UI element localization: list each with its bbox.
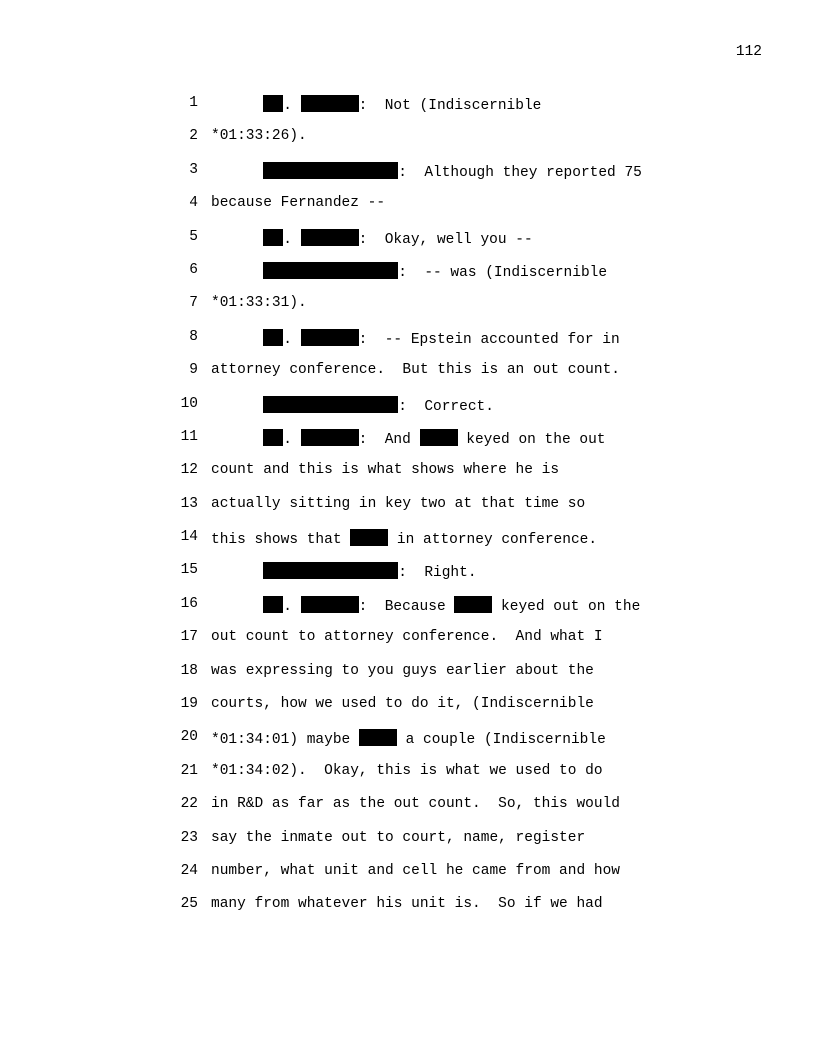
line-text: [211, 195, 385, 211]
line-text: [211, 162, 642, 181]
line-text-segment: *01:34:01) maybe: [211, 732, 359, 749]
line-text: [211, 830, 585, 846]
redaction-box: [301, 95, 359, 112]
transcript-line: [0, 529, 816, 562]
transcript-line: [0, 696, 816, 729]
transcript-line: [0, 396, 816, 429]
line-text-segment: courts, how we used to do it, (Indiscernible: [211, 696, 594, 713]
redaction-box: [454, 596, 492, 613]
line-number: 20: [180, 729, 198, 746]
line-text-segment: this shows that: [211, 532, 351, 549]
redaction-box: [263, 429, 283, 446]
transcript-line: [0, 830, 816, 863]
transcript-line: [0, 663, 816, 696]
line-text: . : And keyed on the out: [211, 429, 605, 448]
redaction-box: [263, 596, 283, 613]
line-number: 4: [189, 195, 198, 212]
redaction-box: [301, 429, 359, 446]
line-number: 21: [180, 762, 198, 779]
line-number: 14: [180, 529, 198, 546]
line-text-segment: count and this is what shows where he is: [211, 462, 560, 479]
line-number: 19: [180, 696, 198, 713]
transcript-line: [0, 763, 816, 796]
line-text: . : Okay, well you --: [211, 229, 533, 248]
transcript-line: [0, 429, 816, 462]
line-text-segment: : Although they reported 75: [398, 164, 642, 181]
line-text: [211, 629, 603, 645]
line-number: 24: [180, 862, 198, 879]
redaction-box: [301, 229, 359, 246]
line-number: 18: [180, 662, 198, 679]
transcript-line: [0, 629, 816, 662]
line-text-segment: number, what unit and cell he came from and how: [211, 862, 620, 879]
line-number: 23: [180, 829, 198, 846]
transcript-line: [0, 462, 816, 495]
redaction-box: [420, 429, 458, 446]
line-text-segment: : -- was (Indiscernible: [398, 264, 608, 281]
transcript-body: [0, 95, 816, 930]
line-number: 13: [180, 495, 198, 512]
transcript-line: [0, 562, 816, 595]
redaction-box: [263, 329, 283, 346]
line-number: 16: [180, 595, 198, 612]
line-number: 7: [189, 295, 198, 312]
redaction-box: [263, 229, 283, 246]
transcript-line: [0, 295, 816, 328]
line-text-segment: in attorney conference.: [388, 532, 598, 549]
transcript-line: [0, 729, 816, 762]
line-number: 17: [180, 629, 198, 646]
line-text-segment: because Fernandez --: [211, 195, 386, 212]
line-text-segment: *01:33:26).: [211, 128, 307, 145]
transcript-line: [0, 863, 816, 896]
line-text: [211, 262, 607, 281]
line-text-segment: *01:34:02). Okay, this is what we used to do: [211, 762, 603, 779]
line-text-segment: a couple (Indiscernible: [396, 732, 606, 749]
redaction-box: [263, 262, 398, 279]
redaction-box: [301, 596, 359, 613]
line-number: 22: [180, 796, 198, 813]
page-number: 112: [735, 44, 762, 60]
line-text: . : Because keyed out on the: [211, 596, 640, 615]
line-text-segment: many from whatever his unit is. So if we had: [211, 896, 603, 913]
redaction-box: [263, 562, 398, 579]
line-text: [211, 863, 620, 879]
transcript-line: [0, 362, 816, 395]
line-text: [211, 896, 603, 912]
line-text-segment: attorney conference. But this is an out count.: [211, 362, 620, 379]
line-text-segment: was expressing to you guys earlier about the: [211, 662, 594, 679]
line-text: [211, 496, 585, 512]
line-number: 15: [180, 562, 198, 579]
line-number: 6: [189, 261, 198, 278]
line-number: 2: [189, 128, 198, 145]
redaction-box: [263, 95, 283, 112]
line-number: 5: [189, 228, 198, 245]
line-text-segment: : Okay, well you --: [358, 231, 533, 248]
line-text: [211, 529, 597, 548]
line-text: . : -- Epstein accounted for in: [211, 329, 620, 348]
line-text-segment: keyed on the out: [457, 431, 606, 448]
line-text: [211, 696, 594, 712]
line-number: 11: [180, 428, 198, 445]
line-number: 8: [189, 328, 198, 345]
transcript-line: [0, 229, 816, 262]
line-text: [211, 396, 494, 415]
line-text-segment: out count to attorney conference. And what I: [211, 629, 603, 646]
line-text-segment: in R&D as far as the out count. So, this would: [211, 796, 620, 813]
line-text: [211, 796, 620, 812]
transcript-line: [0, 329, 816, 362]
line-text: [211, 763, 603, 779]
line-text: [211, 295, 307, 311]
redaction-box: [350, 529, 388, 546]
redaction-box: [359, 729, 397, 746]
redaction-box: [263, 162, 398, 179]
transcript-line: [0, 896, 816, 929]
line-text: [211, 562, 477, 581]
redaction-box: [263, 396, 398, 413]
transcript-line: [0, 796, 816, 829]
redaction-box: [301, 329, 359, 346]
line-text: [211, 362, 620, 378]
line-text: . : Not (Indiscernible: [211, 95, 541, 114]
line-text-segment: : And: [358, 431, 420, 448]
transcript-line: [0, 195, 816, 228]
line-number: 12: [180, 462, 198, 479]
line-number: 1: [189, 95, 198, 111]
line-text-segment: : Because: [358, 598, 455, 615]
line-text-segment: actually sitting in key two at that time so: [211, 495, 586, 512]
line-text-segment: *01:33:31).: [211, 295, 307, 312]
transcript-line: [0, 262, 816, 295]
line-number: 3: [189, 161, 198, 178]
line-number: 10: [180, 395, 198, 412]
line-text: [211, 663, 594, 679]
line-text: [211, 462, 559, 478]
line-text-segment: : Correct.: [398, 398, 494, 415]
line-text-segment: : Not (Indiscernible: [358, 98, 542, 114]
line-text-segment: say the inmate out to court, name, register: [211, 829, 586, 846]
transcript-line: [0, 95, 816, 128]
line-number: 25: [180, 896, 198, 913]
line-text: [211, 729, 606, 748]
transcript-line: [0, 128, 816, 161]
line-text-segment: : Right.: [398, 565, 477, 582]
line-number: 9: [189, 362, 198, 379]
line-text: [211, 128, 307, 144]
line-text-segment: : -- Epstein accounted for in: [358, 331, 620, 348]
transcript-line: [0, 596, 816, 629]
transcript-line: [0, 162, 816, 195]
line-text-segment: keyed out on the: [492, 598, 641, 615]
transcript-line: [0, 496, 816, 529]
